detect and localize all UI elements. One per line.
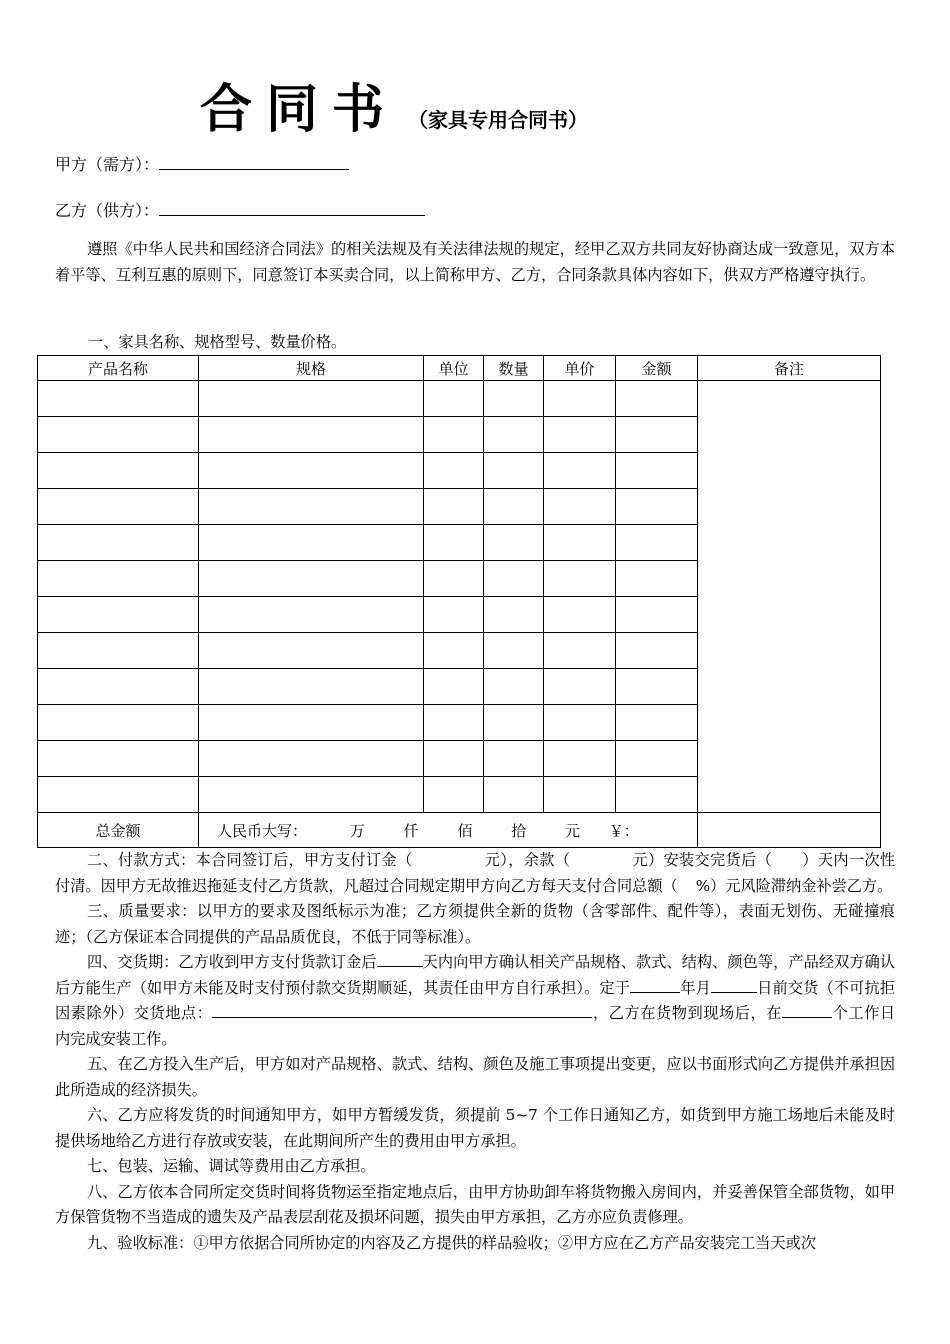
table-cell[interactable] — [38, 489, 199, 525]
clause-8: 八、乙方依本合同所定交货时间将货物运至指定地点后，由甲方协助卸车将货物搬入房间内，并妥善保管全部货物，如甲方保管货物不当造成的遗失及产品表层刮花及损坏问题，损失由甲方承担，乙方亦应负责修理。 — [55, 1182, 895, 1226]
table-cell[interactable] — [38, 705, 199, 741]
table-cell[interactable] — [616, 525, 698, 561]
table-cell[interactable] — [616, 669, 698, 705]
unit-yuan: 元 — [564, 821, 580, 840]
table-cell[interactable] — [484, 633, 544, 669]
table-cell[interactable] — [424, 489, 484, 525]
table-cell[interactable] — [616, 561, 698, 597]
remarks-cell[interactable] — [698, 381, 881, 813]
table-cell[interactable] — [199, 453, 424, 489]
contract-subtitle: （家具专用合同书） — [408, 108, 588, 132]
rmb-uppercase-label: 人民币大写： — [217, 821, 308, 840]
table-cell[interactable] — [38, 597, 199, 633]
unit-qian: 仟 — [403, 821, 419, 840]
table-cell[interactable] — [424, 597, 484, 633]
clause-3: 三、质量要求：以甲方的要求及图纸标示为准；乙方须提供全新的货物（含零部件、配件等），表面无划伤、无碰撞痕迹；（乙方保证本合同提供的产品品质优良，不低于同等标准）。 — [55, 902, 895, 946]
total-amount-label: 总金额 — [38, 813, 199, 848]
confirm-days-field[interactable] — [377, 952, 423, 967]
party-b-field[interactable] — [159, 201, 425, 216]
header-quantity: 数量 — [484, 356, 544, 381]
table-cell[interactable] — [199, 705, 424, 741]
header-unit: 单位 — [424, 356, 484, 381]
table-cell[interactable] — [424, 561, 484, 597]
delivery-location-field[interactable] — [212, 1003, 592, 1018]
table-row — [38, 381, 881, 417]
header-remarks: 备注 — [698, 356, 881, 381]
clause-6: 六、乙方应将发货的时间通知甲方，如甲方暂缓发货，须提前 5~7 个工作日通知乙方，如货到甲方施工场地后未能及时提供场地给乙方进行存放或安装，在此期间所产生的费用由甲方承担。 — [55, 1106, 895, 1150]
table-cell[interactable] — [484, 597, 544, 633]
table-cell[interactable] — [544, 453, 616, 489]
table-cell[interactable] — [424, 705, 484, 741]
clause-2: 二、付款方式：本合同签订后，甲方支付订金（ 元），余款（ 元）安装交完货后（ ）天内一次性付清。因甲方无故推迟拖延支付乙方货款，凡超过合同规定期甲方向乙方每天支付合同总额（ %）元风险滞纳金补尝乙方。 — [55, 851, 896, 895]
table-cell[interactable] — [616, 705, 698, 741]
table-cell[interactable] — [484, 525, 544, 561]
table-cell[interactable] — [38, 777, 199, 813]
unit-wan: 万 — [349, 821, 365, 840]
party-a-field[interactable] — [159, 155, 349, 170]
table-cell[interactable] — [544, 597, 616, 633]
table-cell[interactable] — [199, 381, 424, 417]
header-unit-price: 单价 — [544, 356, 616, 381]
total-amount-value[interactable] — [199, 813, 698, 848]
table-cell[interactable] — [199, 741, 424, 777]
clause-4: 四、交货期：乙方收到甲方支付货款订金后 天内向甲方确认相关产品规格、款式、结构、颜色等，产品经双方确认后方能生产（如甲方未能及时支付预付款交货期顺延，其责任由甲方自行承担）。定于 年月 日前交货（不可抗拒因素除外）交货地点： ，乙方在货物到现场后，在 个工作日内完成安装工作。 — [55, 953, 896, 1048]
table-cell[interactable] — [424, 417, 484, 453]
table-cell[interactable] — [544, 417, 616, 453]
table-cell[interactable] — [616, 489, 698, 525]
yen-symbol: ￥： — [608, 821, 639, 840]
table-cell[interactable] — [424, 525, 484, 561]
table-cell[interactable] — [199, 597, 424, 633]
table-cell[interactable] — [616, 453, 698, 489]
delivery-day-field[interactable] — [711, 978, 757, 993]
contract-clauses — [55, 848, 895, 1256]
table-cell[interactable] — [616, 777, 698, 813]
table-cell[interactable] — [544, 381, 616, 417]
table-cell[interactable] — [484, 381, 544, 417]
header-amount: 金额 — [616, 356, 698, 381]
table-cell[interactable] — [199, 561, 424, 597]
table-cell[interactable] — [484, 705, 544, 741]
table-cell[interactable] — [616, 633, 698, 669]
table-cell[interactable] — [38, 633, 199, 669]
unit-bai: 佰 — [457, 821, 473, 840]
table-cell[interactable] — [199, 525, 424, 561]
table-cell[interactable] — [544, 561, 616, 597]
table-cell[interactable] — [38, 417, 199, 453]
delivery-year-field[interactable] — [630, 978, 680, 993]
clause-9: 九、验收标准：①甲方依据合同所协定的内容及乙方提供的样品验收；②甲方应在乙方产品安装完工当天或次 — [87, 1233, 816, 1252]
table-cell[interactable] — [484, 453, 544, 489]
table-cell[interactable] — [544, 705, 616, 741]
table-cell[interactable] — [544, 525, 616, 561]
total-row — [38, 813, 881, 848]
party-b-row — [55, 198, 425, 221]
header-spec: 规格 — [199, 356, 424, 381]
table-header-row — [38, 356, 881, 381]
clause-5: 五、在乙方投入生产后，甲方如对产品规格、款式、结构、颜色及施工事项提出变更，应以书面形式向乙方提供并承担因此所造成的经济损失。 — [55, 1055, 895, 1099]
table-cell[interactable] — [199, 417, 424, 453]
table-cell[interactable] — [484, 741, 544, 777]
goods-table — [37, 355, 881, 848]
table-cell[interactable] — [38, 453, 199, 489]
table-cell[interactable] — [38, 381, 199, 417]
intro-paragraph: 遵照《中华人民共和国经济合同法》的相关法规及有关法律法规的规定，经甲乙双方共同友好协商达成一致意见，双方本着平等、互利互惠的原则下，同意签订本买卖合同，以上简称甲方、乙方，合同条款具体内容如下，供双方严格遵守执行。 — [55, 240, 895, 284]
table-cell[interactable] — [38, 561, 199, 597]
table-cell[interactable] — [544, 669, 616, 705]
table-cell[interactable] — [544, 741, 616, 777]
party-b-label: 乙方（供方）： — [55, 201, 160, 220]
section-1-heading: 一、家具名称、规格型号、数量价格。 — [88, 333, 347, 351]
table-cell[interactable] — [484, 561, 544, 597]
table-cell[interactable] — [424, 669, 484, 705]
table-cell[interactable] — [616, 381, 698, 417]
table-cell[interactable] — [38, 525, 199, 561]
table-cell[interactable] — [424, 741, 484, 777]
table-cell[interactable] — [424, 777, 484, 813]
table-cell[interactable] — [38, 741, 199, 777]
clause-7: 七、包装、运输、调试等费用由乙方承担。 — [87, 1157, 376, 1175]
table-cell[interactable] — [424, 633, 484, 669]
table-cell[interactable] — [616, 597, 698, 633]
unit-shi: 拾 — [511, 821, 527, 840]
table-cell[interactable] — [544, 633, 616, 669]
party-a-row — [55, 152, 349, 175]
table-cell[interactable] — [38, 669, 199, 705]
total-remarks-cell[interactable] — [698, 813, 881, 848]
table-cell[interactable] — [199, 489, 424, 525]
table-cell[interactable] — [616, 741, 698, 777]
contract-title: 合同书 — [200, 79, 399, 140]
table-cell[interactable] — [199, 669, 424, 705]
table-cell[interactable] — [199, 633, 424, 669]
table-cell[interactable] — [199, 777, 424, 813]
table-cell[interactable] — [484, 489, 544, 525]
table-cell[interactable] — [484, 417, 544, 453]
table-cell[interactable] — [544, 777, 616, 813]
table-cell[interactable] — [616, 417, 698, 453]
table-cell[interactable] — [544, 489, 616, 525]
party-a-label: 甲方（需方）： — [55, 155, 160, 174]
table-cell[interactable] — [484, 669, 544, 705]
install-days-field[interactable] — [782, 1003, 832, 1018]
header-product-name: 产品名称 — [38, 356, 199, 381]
table-cell[interactable] — [484, 777, 544, 813]
table-cell[interactable] — [424, 381, 484, 417]
table-cell[interactable] — [424, 453, 484, 489]
